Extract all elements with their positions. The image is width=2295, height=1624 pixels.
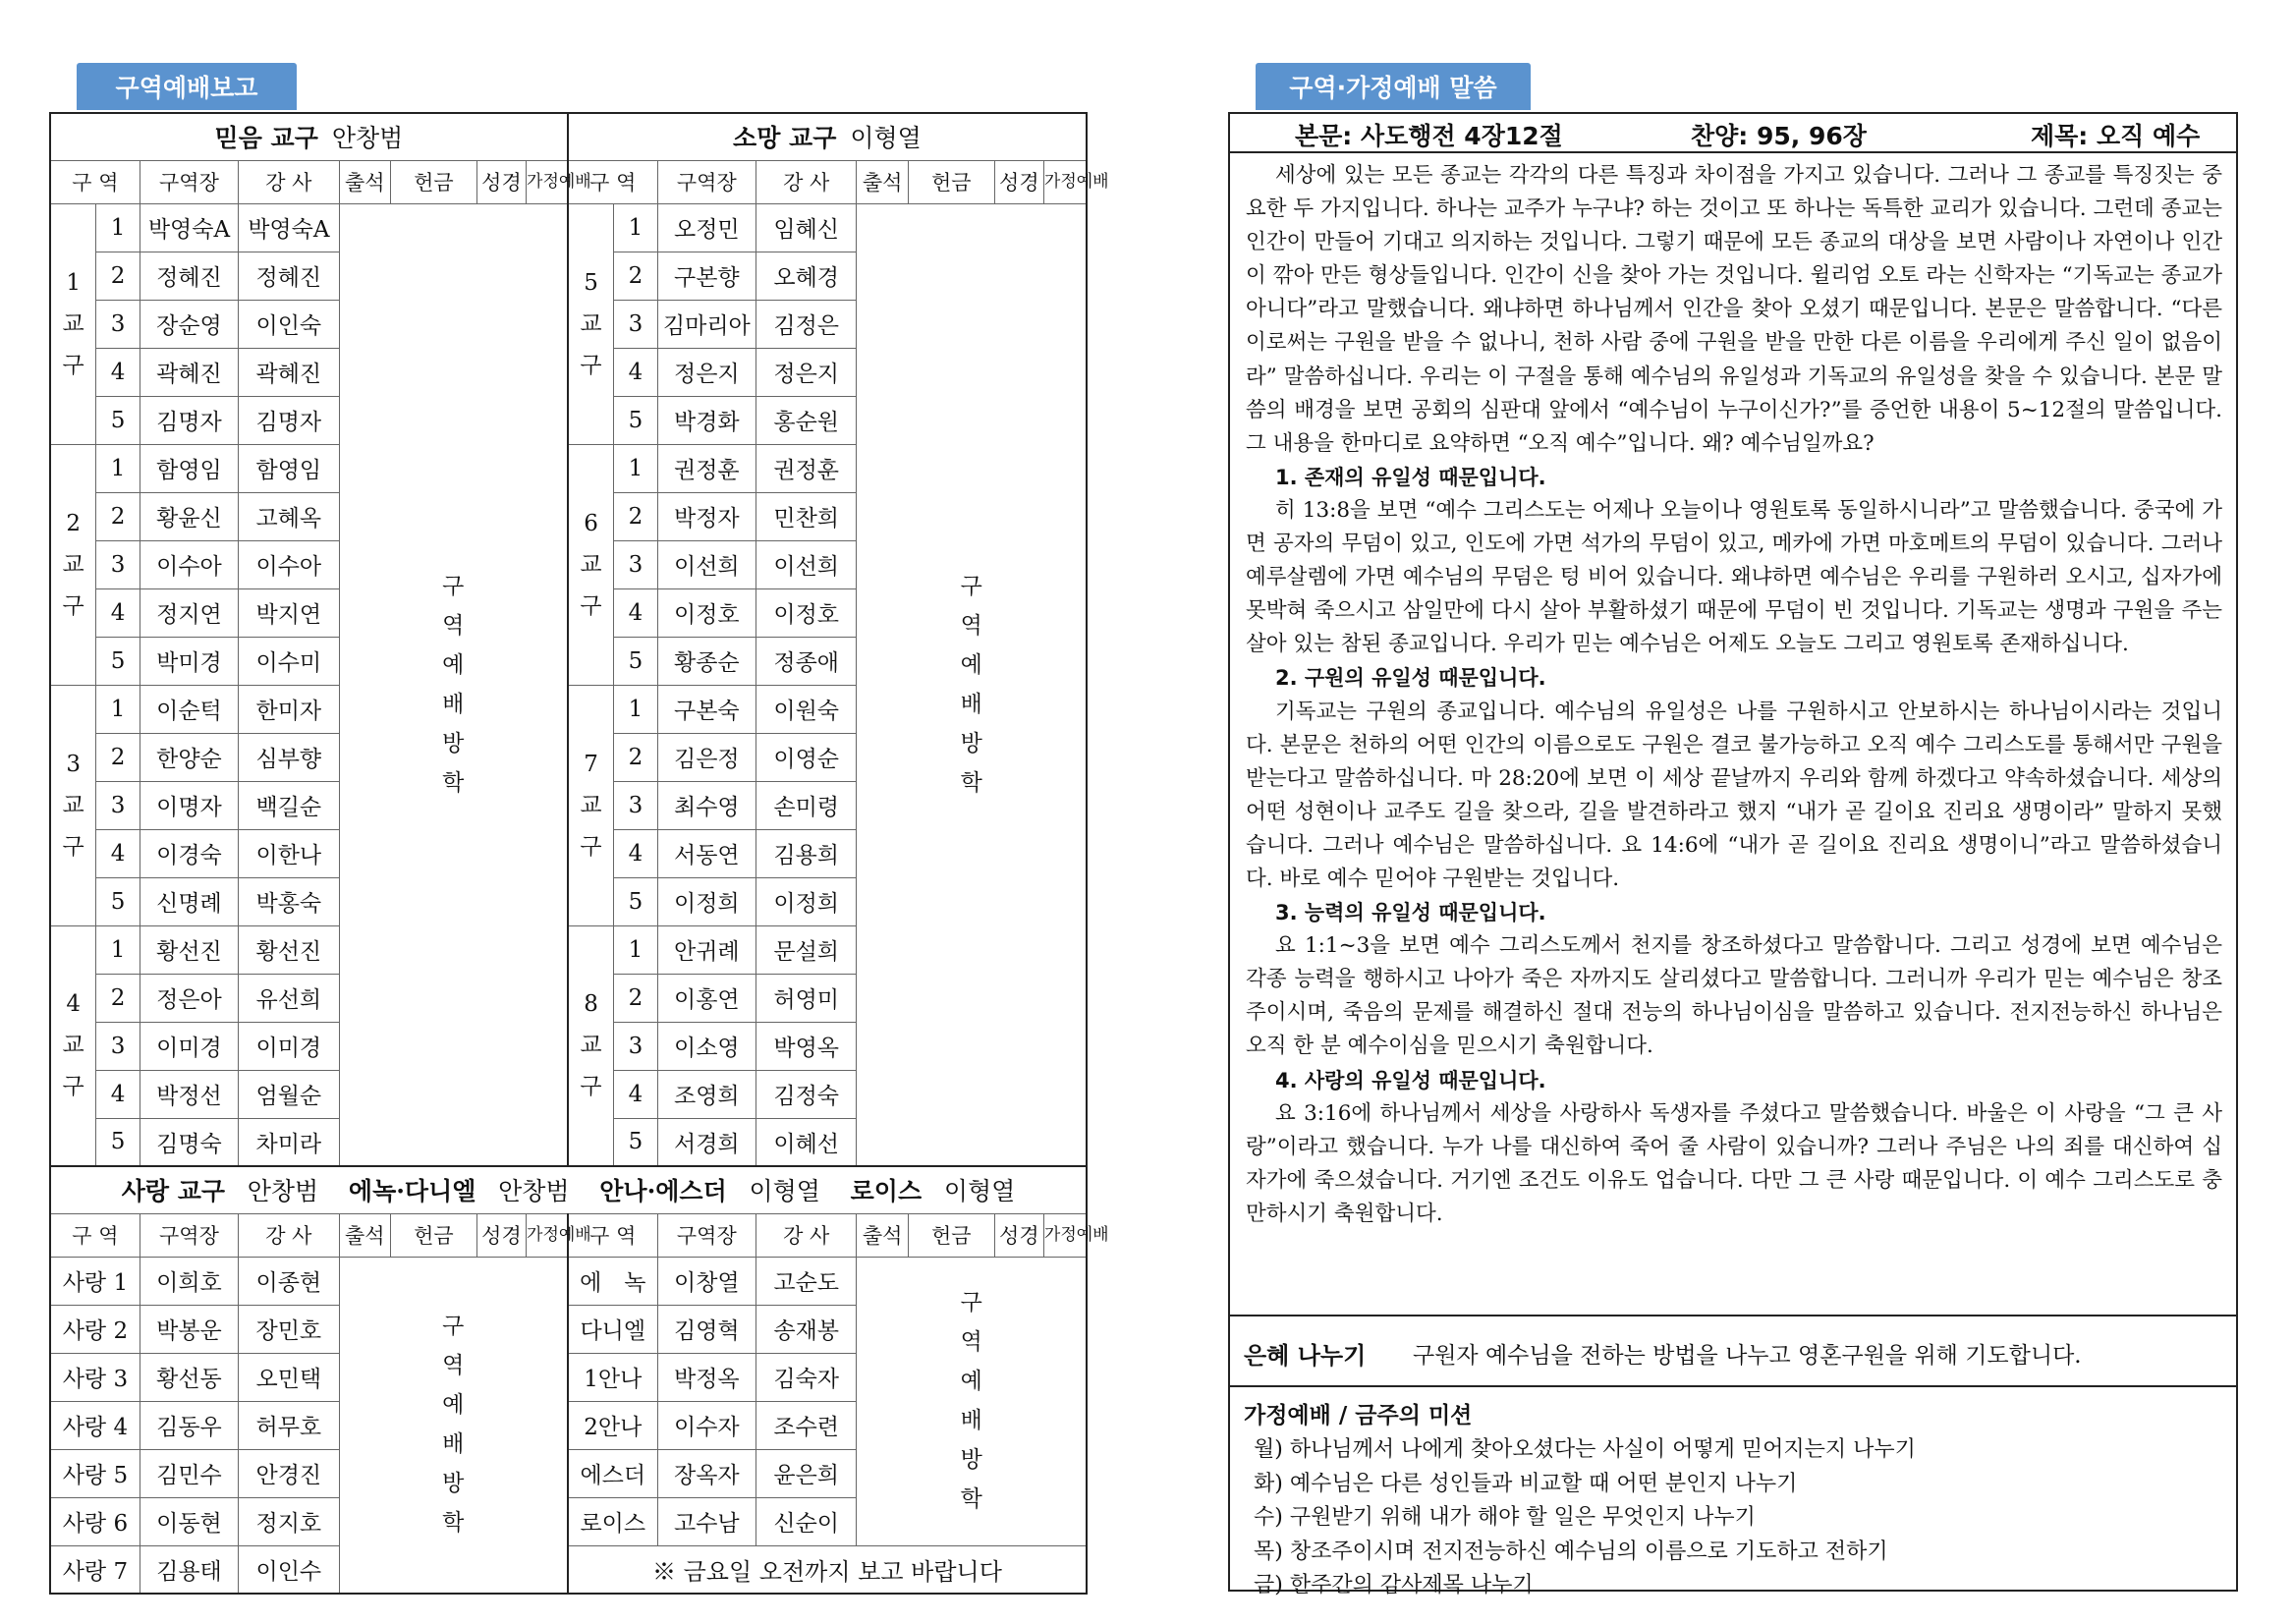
sermon-title: 제목: 오직 예수	[2031, 122, 2201, 150]
col-teacher: 강 사	[239, 160, 339, 203]
sarang-zone: 에스더	[568, 1449, 657, 1497]
zone-number: 2	[614, 492, 658, 540]
sarang-zone: 사랑 6	[50, 1497, 140, 1545]
point-4-body: 요 3:16에 하나님께서 세상을 사랑하사 독생자를 주셨다고 말씀했습니다. 바울은 이 사랑을 “그 큰 사랑”이라고 했습니다. 누가 나를 대신하여 죽어 줄 사람이 있습니까? 그러나 주님은 나의 죄를 대신하여 십자가에 죽으셨습니다. 거기엔 조건도 이유도 업습니다. 다만 그 큰 사랑 때문입니다. 이 예수 그리스도로 충만하시기 축원합니다.	[1246, 1100, 2222, 1226]
zone-leader: 함영임	[140, 444, 238, 492]
zone-leader: 고수남	[657, 1497, 756, 1545]
zone-leader: 황선동	[140, 1353, 238, 1401]
col-family-worship: 가정예배	[527, 1213, 568, 1257]
col-zone: 구 역	[50, 160, 140, 203]
col-attend: 출석	[339, 160, 390, 203]
district-label	[50, 925, 96, 1166]
vacation-notice-right	[857, 203, 1087, 1166]
enoch-daniel-leader: 안창범	[498, 1177, 570, 1206]
zone-number: 4	[96, 829, 140, 877]
zone-leader: 이정희	[657, 877, 756, 925]
col-offering: 헌금	[908, 1213, 994, 1257]
zone-leader: 서경희	[657, 1118, 756, 1166]
zone-leader: 서동연	[657, 829, 756, 877]
zone-number: 4	[96, 588, 140, 637]
lois-name: 로이스	[850, 1177, 923, 1206]
district-label	[50, 685, 96, 925]
zone-teacher: 신순이	[756, 1497, 856, 1545]
col-teacher: 강 사	[756, 160, 856, 203]
zone-teacher: 오민택	[239, 1353, 339, 1401]
zone-leader: 이선희	[657, 540, 756, 588]
zone-teacher: 김명자	[239, 396, 339, 444]
zone-leader: 박정자	[657, 492, 756, 540]
zone-teacher: 송재봉	[756, 1305, 856, 1353]
zone-teacher: 오혜경	[756, 252, 856, 300]
zone-leader: 김명자	[140, 396, 238, 444]
zone-teacher: 이수미	[239, 637, 339, 685]
zone-number: 1	[614, 925, 658, 974]
zone-number: 2	[96, 252, 140, 300]
parish-a-header	[50, 113, 568, 160]
zone-teacher: 엄월순	[239, 1070, 339, 1118]
zone-teacher: 박영옥	[756, 1022, 856, 1070]
district-label	[50, 203, 96, 444]
zone-number: 4	[614, 829, 658, 877]
col-zone: 구 역	[568, 160, 657, 203]
zone-teacher: 이선희	[756, 540, 856, 588]
zone-leader: 이수자	[657, 1401, 756, 1449]
sarang-zone: 로이스	[568, 1497, 657, 1545]
sarang-header-row	[50, 1166, 1087, 1213]
sarang-zone: 사랑 5	[50, 1449, 140, 1497]
zone-leader: 오정민	[657, 203, 756, 252]
point-1-title: 1. 존재의 유일성 때문입니다.	[1275, 465, 1546, 489]
zone-teacher: 조수련	[756, 1401, 856, 1449]
zone-number: 4	[96, 348, 140, 396]
col-bible: 성경	[994, 1213, 1043, 1257]
anna-esther-leader: 이형열	[749, 1177, 820, 1206]
zone-leader: 박경화	[657, 396, 756, 444]
zone-leader: 박정선	[140, 1070, 238, 1118]
zone-number: 3	[96, 540, 140, 588]
zone-teacher: 백길순	[239, 781, 339, 829]
zone-number: 3	[96, 300, 140, 348]
zone-teacher: 정혜진	[239, 252, 339, 300]
sarang-row	[50, 1545, 1087, 1594]
col-family-worship: 가정예배	[527, 160, 568, 203]
parish-b-name: 소망 교구	[733, 124, 837, 153]
zone-leader: 곽혜진	[140, 348, 238, 396]
zone-leader: 이동현	[140, 1497, 238, 1545]
sarang-zone: 사랑 7	[50, 1545, 140, 1594]
col-bible: 성경	[476, 1213, 526, 1257]
zone-teacher: 윤은희	[756, 1449, 856, 1497]
district-label-text: 4 교 구	[62, 991, 84, 1100]
point-3-title: 3. 능력의 유일성 때문입니다.	[1275, 901, 1546, 925]
district-label	[568, 925, 614, 1166]
sarang-zone: 1안나	[568, 1353, 657, 1401]
zone-number: 1	[96, 685, 140, 733]
zone-leader: 이경숙	[140, 829, 238, 877]
district-label-text: 8 교 구	[580, 991, 602, 1100]
zone-number: 4	[96, 1070, 140, 1118]
zone-number: 5	[614, 1118, 658, 1166]
grace-label: 은혜 나누기	[1244, 1342, 1367, 1370]
vacation-notice-left	[339, 203, 568, 1166]
zone-leader: 박미경	[140, 637, 238, 685]
zone-teacher: 김용희	[756, 829, 856, 877]
zone-teacher: 이미경	[239, 1022, 339, 1070]
zone-teacher: 홍순원	[756, 396, 856, 444]
zone-number: 3	[614, 540, 658, 588]
sarang-zone: 사랑 3	[50, 1353, 140, 1401]
district-label-text: 5 교 구	[580, 269, 602, 378]
zone-leader: 이명자	[140, 781, 238, 829]
zone-number: 2	[614, 252, 658, 300]
zone-leader: 조영희	[657, 1070, 756, 1118]
district-label	[568, 203, 614, 444]
col-family-worship: 가정예배	[1043, 160, 1087, 203]
zone-teacher: 허무호	[239, 1401, 339, 1449]
lois-leader: 이형열	[943, 1177, 1016, 1206]
anna-esther-name: 안나·에스더	[599, 1177, 727, 1206]
zone-teacher: 이정희	[756, 877, 856, 925]
zone-number: 2	[96, 492, 140, 540]
col-leader: 구역장	[657, 160, 756, 203]
zone-leader: 최수영	[657, 781, 756, 829]
zone-teacher: 이정호	[756, 588, 856, 637]
zone-number: 3	[614, 781, 658, 829]
parish-b-header	[568, 113, 1087, 160]
zone-leader: 김명숙	[140, 1118, 238, 1166]
point-4-title: 4. 사랑의 유일성 때문입니다.	[1275, 1068, 1546, 1092]
col-bible: 성경	[476, 160, 526, 203]
zone-leader: 이창열	[657, 1257, 756, 1305]
parish-header-row	[50, 113, 1087, 160]
zone-teacher: 문설희	[756, 925, 856, 974]
zone-number: 4	[614, 348, 658, 396]
point-2-body: 기독교는 구원의 종교입니다. 예수님의 유일성은 나를 구원하시고 안보하시는 하나님이시라는 것입니다. 본문은 천하의 어떤 인간의 이름으로도 구원은 결코 불가능하고 오직 예수 그리스도를 통해서만 구원을 받는다고 말씀하십니다. 마 28:20에 보면 이 세상 끝날까지 우리와 함께 하겠다고 약속하셨습니다. 세상의 어떤 성현이나 교주도 길을 찾으라, 길을 발견하라고 했지 “내가 곧 길이요 진리요 생명이라” 말하지 못했습니다. 그러나 예수님은 말씀하십니다. 요 14:6에 “내가 곧 길이요 진리요 생명이니”라고 말씀하셨습니다. 바로 예수 믿어야 구원받는 것입니다.	[1246, 699, 2222, 891]
mission-item: 월) 하나님께서 나에게 찾아오셨다는 사실이 어떻게 믿어지는지 나누기	[1254, 1437, 1916, 1462]
zone-number: 5	[96, 1118, 140, 1166]
zone-teacher: 민찬희	[756, 492, 856, 540]
zone-teacher: 이종현	[239, 1257, 339, 1305]
enoch-daniel-name: 에녹·다니엘	[348, 1177, 476, 1206]
sarang-row	[50, 1257, 1087, 1305]
zone-leader: 김마리아	[657, 300, 756, 348]
zone-teacher: 곽혜진	[239, 348, 339, 396]
col-family-worship: 가정예배	[1043, 1213, 1087, 1257]
weekly-mission	[1244, 1397, 2216, 1603]
district-label	[568, 685, 614, 925]
sarang-zone: 다니엘	[568, 1305, 657, 1353]
sarang-zone: 2안나	[568, 1401, 657, 1449]
district-label-text: 3 교 구	[62, 751, 84, 860]
zone-leader: 박정옥	[657, 1353, 756, 1401]
sarang-zone: 사랑 1	[50, 1257, 140, 1305]
sermon-header	[1230, 114, 2236, 153]
vacation-notice-text: 구 역 예 배 방 학	[960, 1290, 982, 1512]
zone-leader: 구본숙	[657, 685, 756, 733]
zone-leader: 황종순	[657, 637, 756, 685]
zone-leader: 이순턱	[140, 685, 238, 733]
zone-leader: 김은정	[657, 733, 756, 781]
parish-a-name: 믿음 교구	[214, 124, 318, 153]
zone-teacher: 이영순	[756, 733, 856, 781]
zone-teacher: 황선진	[239, 925, 339, 974]
district-report-sheet	[49, 112, 1109, 1595]
zone-teacher: 유선희	[239, 974, 339, 1022]
sermon-intro: 세상에 있는 모든 종교는 각각의 다른 특징과 차이점을 가지고 있습니다. 그러나 그 종교를 특징짓는 중요한 두 가지입니다. 하나는 교주가 누구냐? 하는 것이고 또 하나는 독특한 교리가 있습니다. 그런데 종교는 인간이 만들어 기대고 의지하는 것입니다. 그렇기 때문에 모든 종교의 대상을 보면 사람이나 자연이나 인간이 깎아 만든 형상들입니다. 인간이 신을 찾아 가는 것입니다. 윌리엄 오토 라는 신학자는 “기독교는 종교가 아니다”라고 말했습니다. 왜냐하면 하나님께서 인간을 찾아 오셨기 때문입니다. 본문은 말씀합니다. “다른 이로써는 구원을 받을 수 없나니, 천하 사람 중에 구원을 받을 만한 다른 이름을 우리에게 주신 일이 없음이라” 말씀하십니다. 우리는 이 구절을 통해 예수님의 유일성과 기독교의 유일성을 찾을 수 있습니다. 본문 말씀의 배경을 보면 공회의 심판대 앞에서 “예수님이 누구이신가?”를 증언한 내용이 5~12절의 말씀입니다. 그 내용을 한마디로 요약하면 “오직 예수”입니다. 왜? 예수님일까요?	[1246, 163, 2222, 456]
district-label-text: 7 교 구	[580, 751, 602, 860]
sermon-box	[1228, 112, 2238, 1597]
zone-number: 5	[96, 396, 140, 444]
zone-leader: 황선진	[140, 925, 238, 974]
col-zone: 구 역	[568, 1213, 657, 1257]
zone-teacher: 심부향	[239, 733, 339, 781]
zone-teacher: 차미라	[239, 1118, 339, 1166]
zone-teacher: 이한나	[239, 829, 339, 877]
zone-leader: 김영혁	[657, 1305, 756, 1353]
zone-teacher: 정지호	[239, 1497, 339, 1545]
col-teacher: 강 사	[239, 1213, 339, 1257]
zone-leader: 이소영	[657, 1022, 756, 1070]
zone-teacher: 이인숙	[239, 300, 339, 348]
zone-teacher: 임혜신	[756, 203, 856, 252]
mission-title: 가정예배 / 금주의 미션	[1244, 1403, 1473, 1428]
zone-teacher: 한미자	[239, 685, 339, 733]
zone-teacher: 김정은	[756, 300, 856, 348]
zone-number: 1	[96, 925, 140, 974]
vacation-notice-text: 구 역 예 배 방 학	[442, 573, 465, 796]
col-attend: 출석	[339, 1213, 390, 1257]
zone-number: 5	[96, 637, 140, 685]
point-1-body: 히 13:8을 보면 “예수 그리스도는 어제나 오늘이나 영원토록 동일하시니라”고 말씀했습니다. 중국에 가면 공자의 무덤이 있고, 인도에 가면 석가의 무덤이 있고, 메카에 가면 마호메트의 무덤이 있습니다. 그러나 예루살렘에 가면 예수님의 무덤은 텅 비어 있습니다. 왜냐하면 예수님은 우리를 구원하러 오시고, 십자가에 못박혀 죽으시고 삼일만에 다시 살아 부활하셨기 때문에 무덤이 빈 것입니다. 기독교는 생명과 구원을 주는 살아 있는 참된 종교입니다. 우리가 믿는 예수님은 어제도 오늘도 그리고 영원토록 존재하십니다.	[1246, 497, 2222, 657]
zone-number: 2	[614, 974, 658, 1022]
zone-leader: 정혜진	[140, 252, 238, 300]
parish-b-leader: 이형열	[850, 124, 922, 153]
zone-number: 2	[614, 733, 658, 781]
zone-number: 5	[614, 877, 658, 925]
district-label-text: 1 교 구	[62, 269, 84, 378]
col-leader: 구역장	[140, 160, 238, 203]
sarang-header	[50, 1166, 1087, 1213]
zone-leader: 안귀례	[657, 925, 756, 974]
zone-number: 2	[96, 733, 140, 781]
mission-item: 금) 한주간의 감사제목 나누기	[1254, 1573, 1534, 1597]
sermon-body	[1246, 159, 2222, 1231]
zone-leader: 장순영	[140, 300, 238, 348]
parish-a-leader: 안창범	[331, 124, 404, 153]
col-attend: 출석	[857, 1213, 908, 1257]
zone-leader: 한양순	[140, 733, 238, 781]
zone-teacher: 이원숙	[756, 685, 856, 733]
zone-leader: 박봉운	[140, 1305, 238, 1353]
zone-number: 4	[614, 1070, 658, 1118]
vacation-notice-sarang-left	[339, 1257, 568, 1594]
sarang-zone: 사랑 4	[50, 1401, 140, 1449]
district-label-text: 6 교 구	[580, 510, 602, 619]
zone-leader: 박영숙A	[140, 203, 238, 252]
zone-teacher: 박영숙A	[239, 203, 339, 252]
zone-leader: 정은지	[657, 348, 756, 396]
zone-leader: 이정호	[657, 588, 756, 637]
zone-leader: 김동우	[140, 1401, 238, 1449]
vacation-notice-text: 구 역 예 배 방 학	[442, 1314, 465, 1537]
section-tag-sermon: 구역·가정예배 말씀	[1256, 63, 1531, 110]
district-roster-table	[49, 112, 1109, 1595]
col-leader: 구역장	[657, 1213, 756, 1257]
vacation-notice-text: 구 역 예 배 방 학	[960, 573, 982, 796]
zone-teacher: 김정숙	[756, 1070, 856, 1118]
zone-leader: 권정훈	[657, 444, 756, 492]
col-teacher: 강 사	[756, 1213, 856, 1257]
vacation-notice-sarang-right	[857, 1257, 1087, 1545]
zone-leader: 이홍연	[657, 974, 756, 1022]
sarang-parish-leader: 안창범	[247, 1177, 319, 1206]
zone-teacher: 손미령	[756, 781, 856, 829]
zone-teacher: 박홍숙	[239, 877, 339, 925]
sarang-zone: 에 녹	[568, 1257, 657, 1305]
scripture-label: 본문: 사도행전 4장12절	[1295, 122, 1563, 150]
district-label	[50, 444, 96, 685]
zone-number: 2	[96, 974, 140, 1022]
col-attend: 출석	[857, 160, 908, 203]
sarang-zone: 사랑 2	[50, 1305, 140, 1353]
zone-leader: 이희호	[140, 1257, 238, 1305]
zone-teacher: 이수아	[239, 540, 339, 588]
zone-number: 3	[96, 1022, 140, 1070]
zone-number: 4	[614, 588, 658, 637]
zone-teacher: 박지연	[239, 588, 339, 637]
column-header-row	[50, 1213, 1087, 1257]
mission-item: 화) 예수님은 다른 성인들과 비교할 때 어떤 분인지 나누기	[1254, 1471, 1798, 1496]
zone-number: 1	[614, 685, 658, 733]
col-zone: 구 역	[50, 1213, 140, 1257]
report-deadline-note: ※ 금요일 오전까지 보고 바랍니다	[568, 1545, 1087, 1594]
zone-teacher: 이인수	[239, 1545, 339, 1594]
zone-number: 5	[614, 637, 658, 685]
zone-number: 3	[614, 1022, 658, 1070]
point-3-body: 요 1:1~3을 보면 예수 그리스도께서 천지를 창조하셨다고 말씀합니다. 그리고 성경에 보면 예수님은 각종 능력을 행하시고 나아가 죽은 자까지도 살리셨다고 말씀합니다. 그러니까 우리가 믿는 예수님은 창조주이시며, 죽음의 문제를 해결하신 절대 전능의 하나님이심을 말씀하고 있습니다. 전지전능하신 하나님은 오직 한 분 예수이심을 믿으시기 축원합니다.	[1246, 933, 2222, 1059]
zone-leader: 김용태	[140, 1545, 238, 1594]
zone-number: 1	[96, 203, 140, 252]
zone-number: 1	[614, 444, 658, 492]
zone-leader: 신명례	[140, 877, 238, 925]
col-bible: 성경	[994, 160, 1043, 203]
zone-teacher: 정종애	[756, 637, 856, 685]
zone-number: 5	[96, 877, 140, 925]
col-offering: 헌금	[390, 160, 476, 203]
zone-leader: 구본향	[657, 252, 756, 300]
zone-leader: 황윤신	[140, 492, 238, 540]
district-row	[50, 203, 1087, 252]
zone-number: 1	[614, 203, 658, 252]
zone-number: 1	[96, 444, 140, 492]
zone-teacher: 김숙자	[756, 1353, 856, 1401]
zone-number: 5	[614, 396, 658, 444]
zone-teacher: 고혜옥	[239, 492, 339, 540]
hymn-label: 찬양: 95, 96장	[1691, 122, 1867, 150]
zone-number: 3	[96, 781, 140, 829]
mission-item: 수) 구원받기 위해 내가 해야 할 일은 무엇인지 나누기	[1254, 1505, 1756, 1530]
grace-text: 구원자 예수님을 전하는 방법을 나누고 영혼구원을 위해 기도합니다.	[1413, 1343, 2082, 1369]
zone-leader: 정지연	[140, 588, 238, 637]
zone-leader: 정은아	[140, 974, 238, 1022]
zone-teacher: 장민호	[239, 1305, 339, 1353]
zone-teacher: 안경진	[239, 1449, 339, 1497]
zone-leader: 장옥자	[657, 1449, 756, 1497]
zone-teacher: 정은지	[756, 348, 856, 396]
zone-teacher: 고순도	[756, 1257, 856, 1305]
zone-teacher: 권정훈	[756, 444, 856, 492]
zone-teacher: 함영임	[239, 444, 339, 492]
zone-teacher: 이혜선	[756, 1118, 856, 1166]
col-offering: 헌금	[390, 1213, 476, 1257]
zone-number: 3	[614, 300, 658, 348]
zone-teacher: 허영미	[756, 974, 856, 1022]
zone-leader: 이수아	[140, 540, 238, 588]
sarang-parish-name: 사랑 교구	[121, 1177, 226, 1206]
district-label-text: 2 교 구	[62, 510, 84, 619]
zone-leader: 이미경	[140, 1022, 238, 1070]
col-offering: 헌금	[908, 160, 994, 203]
column-header-row	[50, 160, 1087, 203]
mission-item: 목) 창조주이시며 전지전능하신 예수님의 이름으로 기도하고 전하기	[1254, 1539, 1888, 1564]
zone-leader: 김민수	[140, 1449, 238, 1497]
col-leader: 구역장	[140, 1213, 238, 1257]
section-tag-report: 구역예배보고	[77, 63, 297, 110]
grace-sharing	[1230, 1315, 2236, 1387]
point-2-title: 2. 구원의 유일성 때문입니다.	[1275, 666, 1546, 691]
district-label	[568, 444, 614, 685]
